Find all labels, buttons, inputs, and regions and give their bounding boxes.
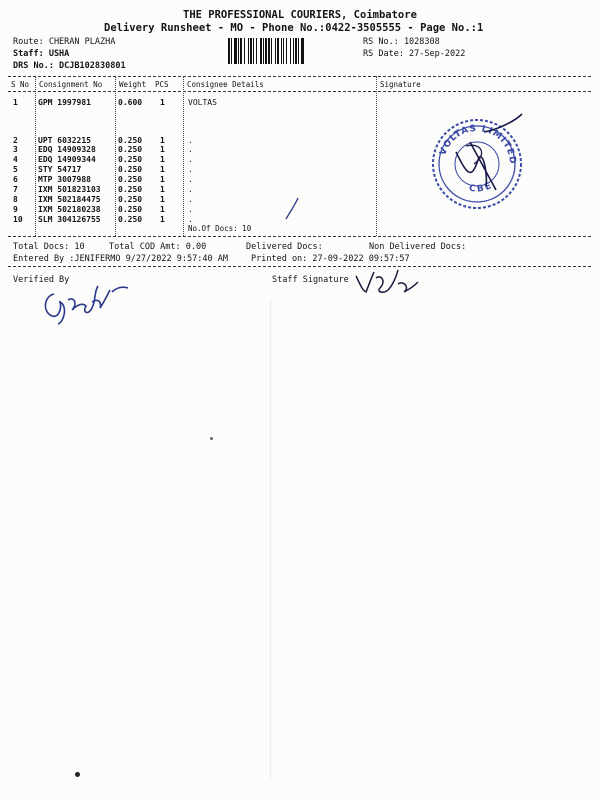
col-sno: S No: [11, 80, 30, 89]
rs-number: RS No.: 1028308: [363, 37, 440, 47]
staff-signature: [352, 264, 422, 298]
col-consignment: Consignment No: [39, 80, 103, 89]
row-details: .: [188, 205, 193, 214]
row-details: .: [188, 145, 193, 154]
stamp-bottom-text: CBE: [468, 180, 495, 195]
table-header-rule: [8, 91, 591, 92]
row-details: VOLTAS: [188, 98, 217, 107]
route-label: Route: CHERAN PLAZHA: [13, 37, 116, 47]
row-pcs: 1: [160, 165, 165, 174]
row-weight: 0.250: [118, 165, 143, 174]
staff-signature-label: Staff Signature: [272, 275, 349, 285]
row-weight: 0.250: [118, 185, 143, 194]
table-top-rule: [8, 76, 591, 77]
row-weight: 0.250: [118, 175, 143, 184]
row-pcs: 1: [160, 195, 165, 204]
row-weight: 0.250: [118, 145, 143, 154]
company-stamp: [426, 112, 526, 212]
row-sno: 5: [13, 165, 18, 174]
row-pcs: 1: [160, 185, 165, 194]
svg-text:CBE: [468, 180, 495, 194]
row-consignment: GPM 1997981: [38, 98, 91, 107]
row-weight: 0.250: [118, 205, 143, 214]
barcode: [228, 38, 356, 64]
table-bottom-rule: [8, 236, 591, 237]
row-weight: 0.250: [118, 155, 143, 164]
rs-date: RS Date: 27-Sep-2022: [363, 49, 466, 59]
row-pcs: 1: [160, 98, 165, 107]
col-signature: Signature: [380, 80, 421, 89]
row-details: .: [188, 195, 193, 204]
staff-label: Staff: USHA: [13, 49, 70, 59]
row-sno: 8: [13, 195, 18, 204]
row-sno: 3: [13, 145, 18, 154]
row-consignment: IXM 502184475: [38, 195, 101, 204]
row-details: .: [188, 215, 193, 224]
row-details: .: [188, 155, 193, 164]
verified-signature: [38, 272, 138, 326]
col-weight: Weight: [119, 80, 147, 89]
verified-by-label: Verified By: [13, 275, 70, 285]
row-weight: 0.600: [118, 98, 143, 107]
delivered-docs: Delivered Docs:: [246, 242, 323, 252]
row-consignment: MTP 3007988: [38, 175, 91, 184]
row-weight: 0.250: [118, 195, 143, 204]
col-divider-2: [115, 76, 116, 236]
row-details: .: [188, 136, 193, 145]
total-docs: Total Docs: 10: [13, 242, 85, 252]
no-of-docs: No.Of Docs: 10: [188, 224, 252, 233]
row-pcs: 1: [160, 205, 165, 214]
entered-by: Entered By :JENIFERMO 9/27/2022 9:57:40 AM: [13, 254, 228, 264]
col-consignee: Consignee Details: [187, 80, 264, 89]
row-sno: 6: [13, 175, 18, 184]
row-sno: 7: [13, 185, 18, 194]
scan-speck: [75, 772, 80, 777]
row-details: .: [188, 185, 193, 194]
row-consignment: IXM 502180238: [38, 205, 101, 214]
col-pcs: PCS: [155, 80, 169, 89]
row-consignment: STY 54717: [38, 165, 82, 174]
stamp-top-text: VOLTAS LIMITED: [438, 123, 518, 166]
col-divider-3: [183, 76, 184, 236]
row-pcs: 1: [160, 136, 165, 145]
row-sno: 10: [13, 215, 23, 224]
row-details: .: [188, 175, 193, 184]
total-cod-amount: Total COD Amt: 0.00: [109, 242, 207, 252]
tick-mark: [282, 196, 302, 222]
row-consignment: EDQ 14909328: [38, 145, 96, 154]
row-weight: 0.250: [118, 215, 143, 224]
row-consignment: UPT 6032215: [38, 136, 91, 145]
row-pcs: 1: [160, 145, 165, 154]
company-title: THE PROFESSIONAL COURIERS, Coimbatore: [183, 9, 417, 21]
col-divider-4: [376, 76, 377, 236]
row-weight: 0.250: [118, 136, 143, 145]
row-pcs: 1: [160, 175, 165, 184]
row-pcs: 1: [160, 155, 165, 164]
row-consignment: EDQ 14909344: [38, 155, 96, 164]
row-sno: 4: [13, 155, 18, 164]
row-sno: 1: [13, 98, 18, 107]
row-pcs: 1: [160, 215, 165, 224]
scan-fold-line: [270, 300, 271, 780]
row-details: .: [188, 165, 193, 174]
footer-rule: [8, 266, 591, 267]
row-sno: 2: [13, 136, 18, 145]
drs-number: DRS No.: DCJB102830801: [13, 61, 126, 71]
row-consignment: IXM 501823103: [38, 185, 101, 194]
row-sno: 9: [13, 205, 18, 214]
scan-speck-2: [210, 437, 213, 440]
row-consignment: SLM 304126755: [38, 215, 101, 224]
col-divider-1: [35, 76, 36, 236]
non-delivered-docs: Non Delivered Docs:: [369, 242, 467, 252]
printed-on: Printed on: 27-09-2022 09:57:57: [251, 254, 410, 264]
runsheet-subtitle: Delivery Runsheet - MO - Phone No.:0422-3505555 - Page No.:1: [104, 22, 484, 34]
